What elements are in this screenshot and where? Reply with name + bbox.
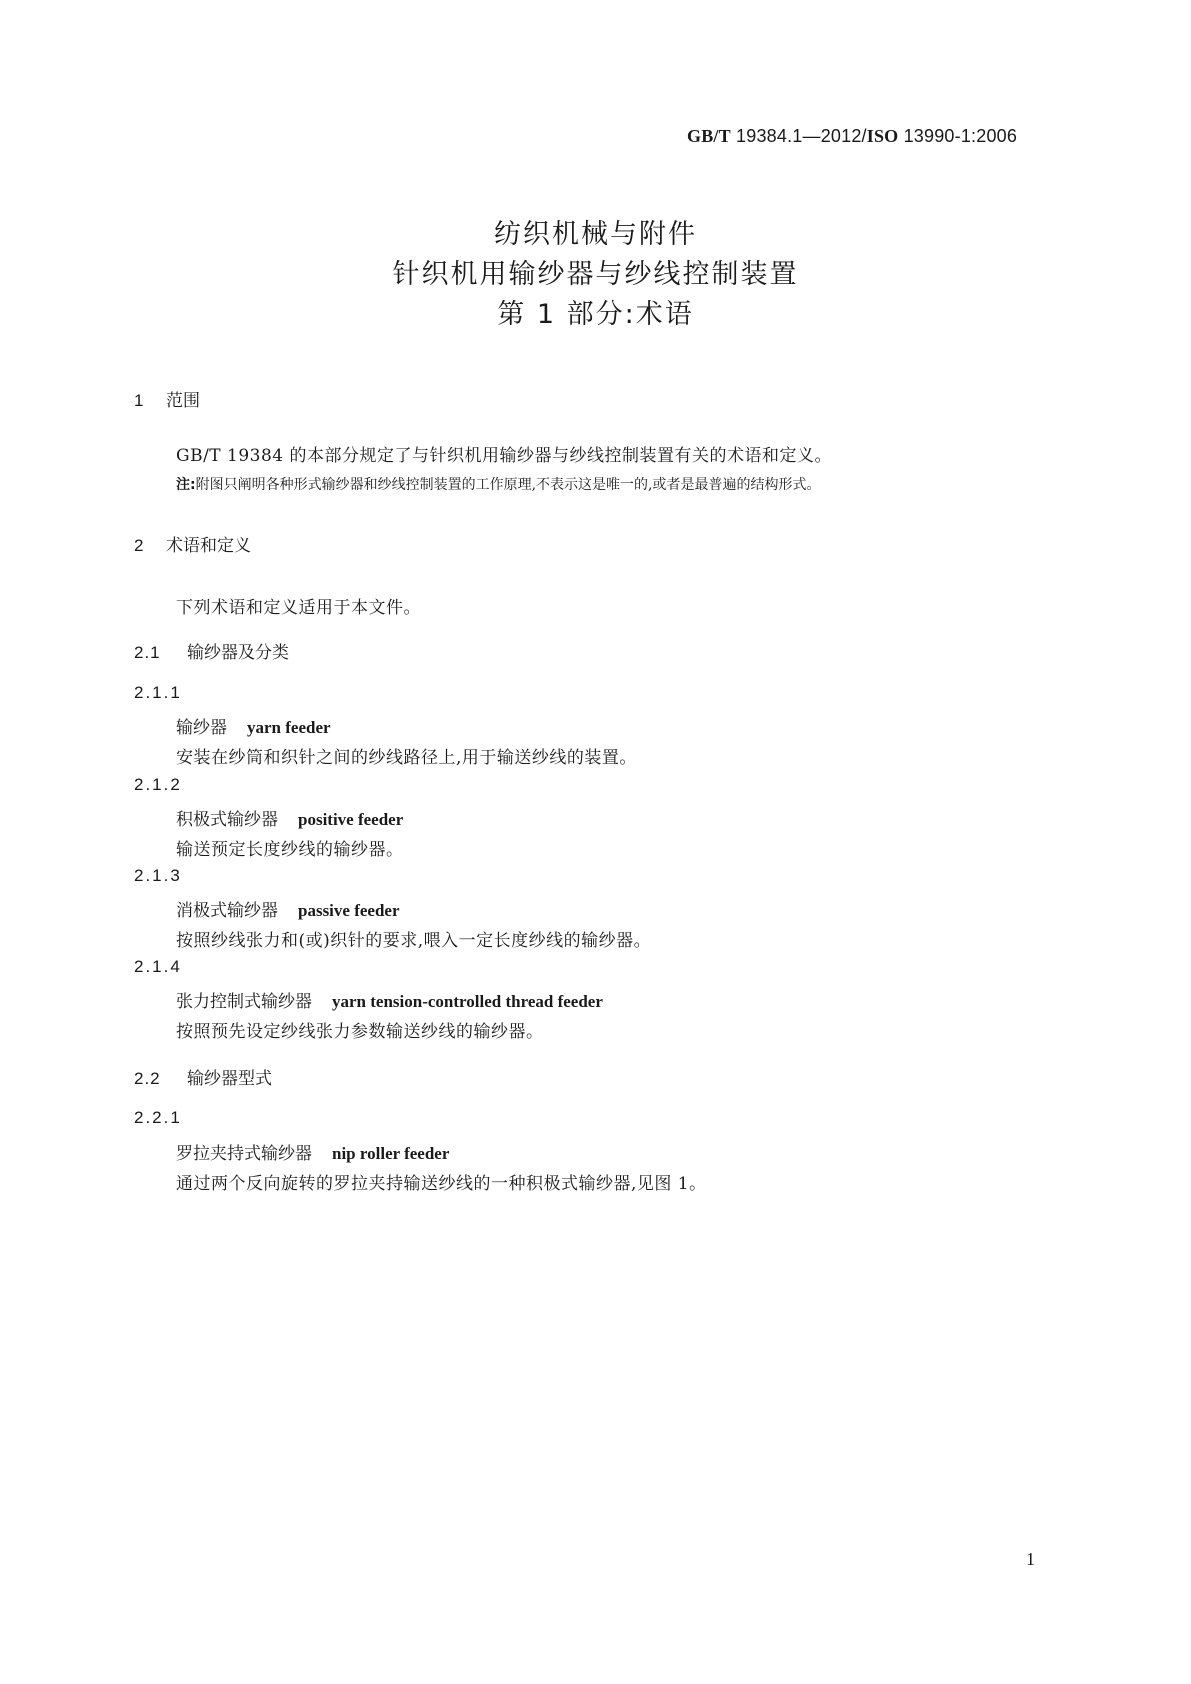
term-title: 输纱器 yarn feeder bbox=[176, 718, 331, 738]
term-title: 积极式输纱器 positive feeder bbox=[176, 810, 404, 830]
section-2-1-heading: 2.1 输纱器及分类 bbox=[134, 643, 289, 663]
term-definition: 按照预先设定纱线张力参数输送纱线的输纱器。 bbox=[176, 1022, 544, 1042]
term-definition: 通过两个反向旋转的罗拉夹持输送纱线的一种积极式输纱器,见图 1。 bbox=[176, 1174, 707, 1194]
term-definition: 按照纱线张力和(或)织针的要求,喂入一定长度纱线的输纱器。 bbox=[176, 931, 652, 951]
term-number: 2.1.3 bbox=[134, 866, 182, 885]
term-title: 罗拉夹持式输纱器 nip roller feeder bbox=[176, 1144, 450, 1164]
term-number: 2.1.2 bbox=[134, 775, 182, 794]
term-number: 2.1.1 bbox=[134, 683, 182, 702]
section-2-text: 下列术语和定义适用于本文件。 bbox=[176, 598, 421, 618]
term-definition: 安装在纱筒和织针之间的纱线路径上,用于输送纱线的装置。 bbox=[176, 748, 637, 768]
term-number: 2.1.4 bbox=[134, 957, 182, 976]
section-1-note: 注:附图只阐明各种形式输纱器和纱线控制装置的工作原理,不表示这是唯一的,或者是最普遍的结构形式。 bbox=[176, 477, 821, 493]
title-line-2: 针织机用输纱器与纱线控制装置 bbox=[392, 259, 799, 290]
title-line-1: 纺织机械与附件 bbox=[494, 219, 697, 250]
section-1-heading: 1 范围 bbox=[134, 391, 200, 411]
section-2-2-heading: 2.2 输纱器型式 bbox=[134, 1069, 272, 1089]
page-number: 1 bbox=[1026, 1549, 1035, 1569]
standard-code: GB/T 19384.1—2012/ISO 13990-1:2006 bbox=[687, 126, 1018, 146]
section-1-text: GB/T 19384 的本部分规定了与针织机用输纱器与纱线控制装置有关的术语和定义。 bbox=[176, 446, 833, 466]
term-definition: 输送预定长度纱线的输纱器。 bbox=[176, 840, 404, 860]
term-number: 2.2.1 bbox=[134, 1108, 182, 1127]
term-title: 张力控制式输纱器 yarn tension-controlled thread feeder bbox=[176, 992, 603, 1012]
term-title: 消极式输纱器 passive feeder bbox=[176, 901, 400, 921]
title-line-3: 第 1 部分:术语 bbox=[497, 299, 694, 330]
section-2-heading: 2 术语和定义 bbox=[134, 536, 251, 556]
